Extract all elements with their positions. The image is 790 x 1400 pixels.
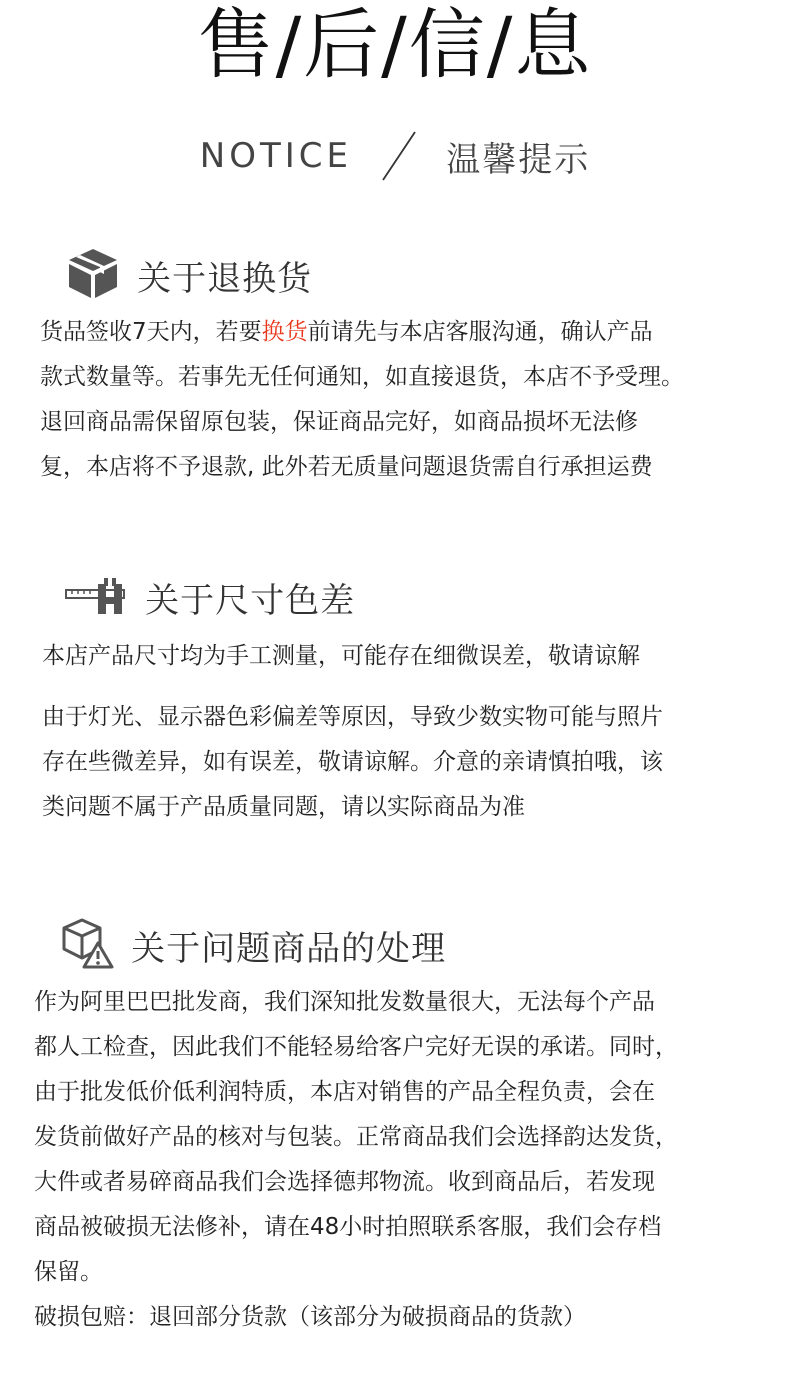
text-line: 作为阿里巴巴批发商，我们深知批发数量很大，无法每个产品 [34,989,655,1015]
section-body-size-intro [42,634,640,679]
text-segment: 前请先与本店客服沟通，确认产品 [307,319,653,345]
section-heading-problem-goods [60,917,446,977]
text-line: 存在些微差异，如有误差，敬请谅解。介意的亲请慎拍哦，该 [42,749,663,775]
package-box-icon [66,246,120,304]
section-title: 关于问题商品的处理 [131,928,447,969]
text-line: 由于灯光、显示器色彩偏差等原因，导致少数实物可能与照片 [42,704,663,730]
text-line: 商品被破损无法修补，请在48小时拍照联系客服，我们会存档 [34,1214,662,1240]
slash-divider [379,130,419,182]
notice-label-en: NOTICE [199,136,353,176]
text-line: 发货前做好产品的核对与包装。正常商品我们会选择韵达发货， [34,1124,678,1150]
text-line: 都人工检查，因此我们不能轻易给客户完好无误的承诺。同时， [34,1034,678,1060]
text-line: 退回商品需保留原包装，保证商品完好，如商品损坏无法修 [40,409,638,435]
notice-banner [0,130,790,190]
text-line: 复，本店将不予退款, 此外若无质量问题退货需自行承担运费 [40,454,653,480]
section-heading-returns [66,246,312,306]
damaged-package-warning-icon [60,917,114,973]
highlight-text: 换货 [261,319,308,345]
section-body-problem-goods [34,980,678,1340]
section-body-returns [40,310,684,490]
notice-label-zh: 温馨提示 [446,139,591,180]
text-line: 大件或者易碎商品我们会选择德邦物流。收到商品后，若发现 [34,1169,655,1195]
text-line: 款式数量等。若事先无任何通知，如直接退货，本店不予受理。 [40,364,684,390]
text-line: 由于批发低价低利润特质，本店对销售的产品全程负责，会在 [34,1079,655,1105]
section-body-size-detail [42,695,663,830]
section-title: 关于尺寸色差 [145,581,356,621]
text-line: 破损包赔：退回部分货款（该部分为破损商品的货款） [34,1304,586,1330]
text-segment: 货品签收7天内，若要 [40,319,262,345]
section-heading-size [64,573,355,633]
text-line: 类问题不属于产品质量同题，请以实际商品为准 [42,794,525,820]
section-title: 关于退换货 [137,258,313,299]
text-line [40,310,684,355]
caliper-icon [64,576,128,620]
text-line: 本店产品尺寸均为手工测量，可能存在细微误差，敬请谅解 [42,643,640,669]
page-title: 售/后/信/息 [197,0,593,89]
text-line: 保留。 [34,1259,103,1285]
